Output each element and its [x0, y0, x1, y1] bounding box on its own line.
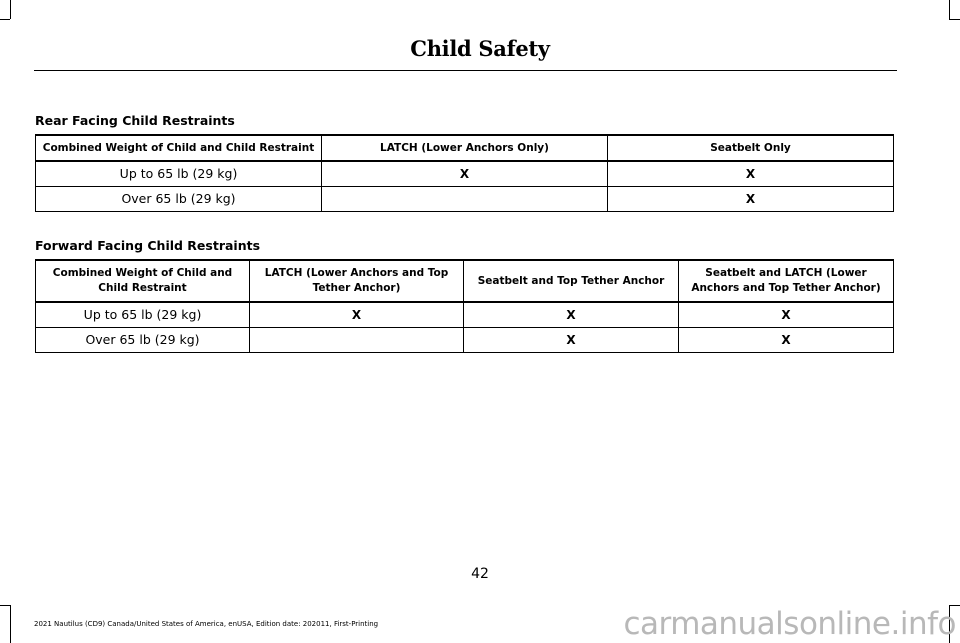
crop-mark — [949, 0, 950, 19]
table-cell: X — [679, 302, 894, 327]
table-header-row — [36, 135, 894, 161]
table-cell: Over 65 lb (29 kg) — [36, 186, 322, 211]
table-row — [36, 161, 894, 186]
crop-mark — [0, 19, 10, 20]
page-number: 42 — [471, 566, 489, 582]
forward-facing-heading: Forward Facing Child Restraints — [35, 238, 261, 253]
table-cell: Up to 65 lb (29 kg) — [36, 161, 322, 186]
table-cell: X — [608, 186, 894, 211]
table-row — [36, 327, 894, 352]
table-cell — [322, 186, 608, 211]
table-cell: X — [464, 327, 679, 352]
footer-edition-note: 2021 Nautilus (CD9) Canada/United States of America, enUSA, Edition date: 202011, First-Printing — [34, 620, 379, 628]
table-cell: X — [464, 302, 679, 327]
column-header: Combined Weight of Child and Child Restraint — [36, 260, 250, 302]
watermark: carmanualsonline.info — [623, 606, 956, 642]
table-cell — [250, 327, 464, 352]
crop-mark — [10, 0, 11, 19]
title-divider — [34, 70, 897, 71]
forward-facing-table — [35, 259, 894, 353]
table-cell: Up to 65 lb (29 kg) — [36, 302, 250, 327]
crop-mark — [0, 605, 10, 606]
column-header: Seatbelt Only — [608, 135, 894, 161]
crop-mark — [949, 19, 960, 20]
table-row — [36, 302, 894, 327]
column-header: Seatbelt and Top Tether Anchor — [464, 260, 679, 302]
table-cell: X — [608, 161, 894, 186]
crop-mark — [10, 605, 11, 643]
rear-facing-heading: Rear Facing Child Restraints — [35, 113, 235, 128]
column-header: Combined Weight of Child and Child Restraint — [36, 135, 322, 161]
table-cell: Over 65 lb (29 kg) — [36, 327, 250, 352]
table-header-row — [36, 260, 894, 302]
column-header: LATCH (Lower Anchors and Top Tether Anchor) — [250, 260, 464, 302]
column-header: LATCH (Lower Anchors Only) — [322, 135, 608, 161]
rear-facing-table — [35, 134, 894, 212]
page-title: Child Safety — [410, 36, 550, 61]
table-cell: X — [250, 302, 464, 327]
column-header: Seatbelt and LATCH (Lower Anchors and Top Tether Anchor) — [679, 260, 894, 302]
table-row — [36, 186, 894, 211]
table-cell: X — [322, 161, 608, 186]
table-cell: X — [679, 327, 894, 352]
